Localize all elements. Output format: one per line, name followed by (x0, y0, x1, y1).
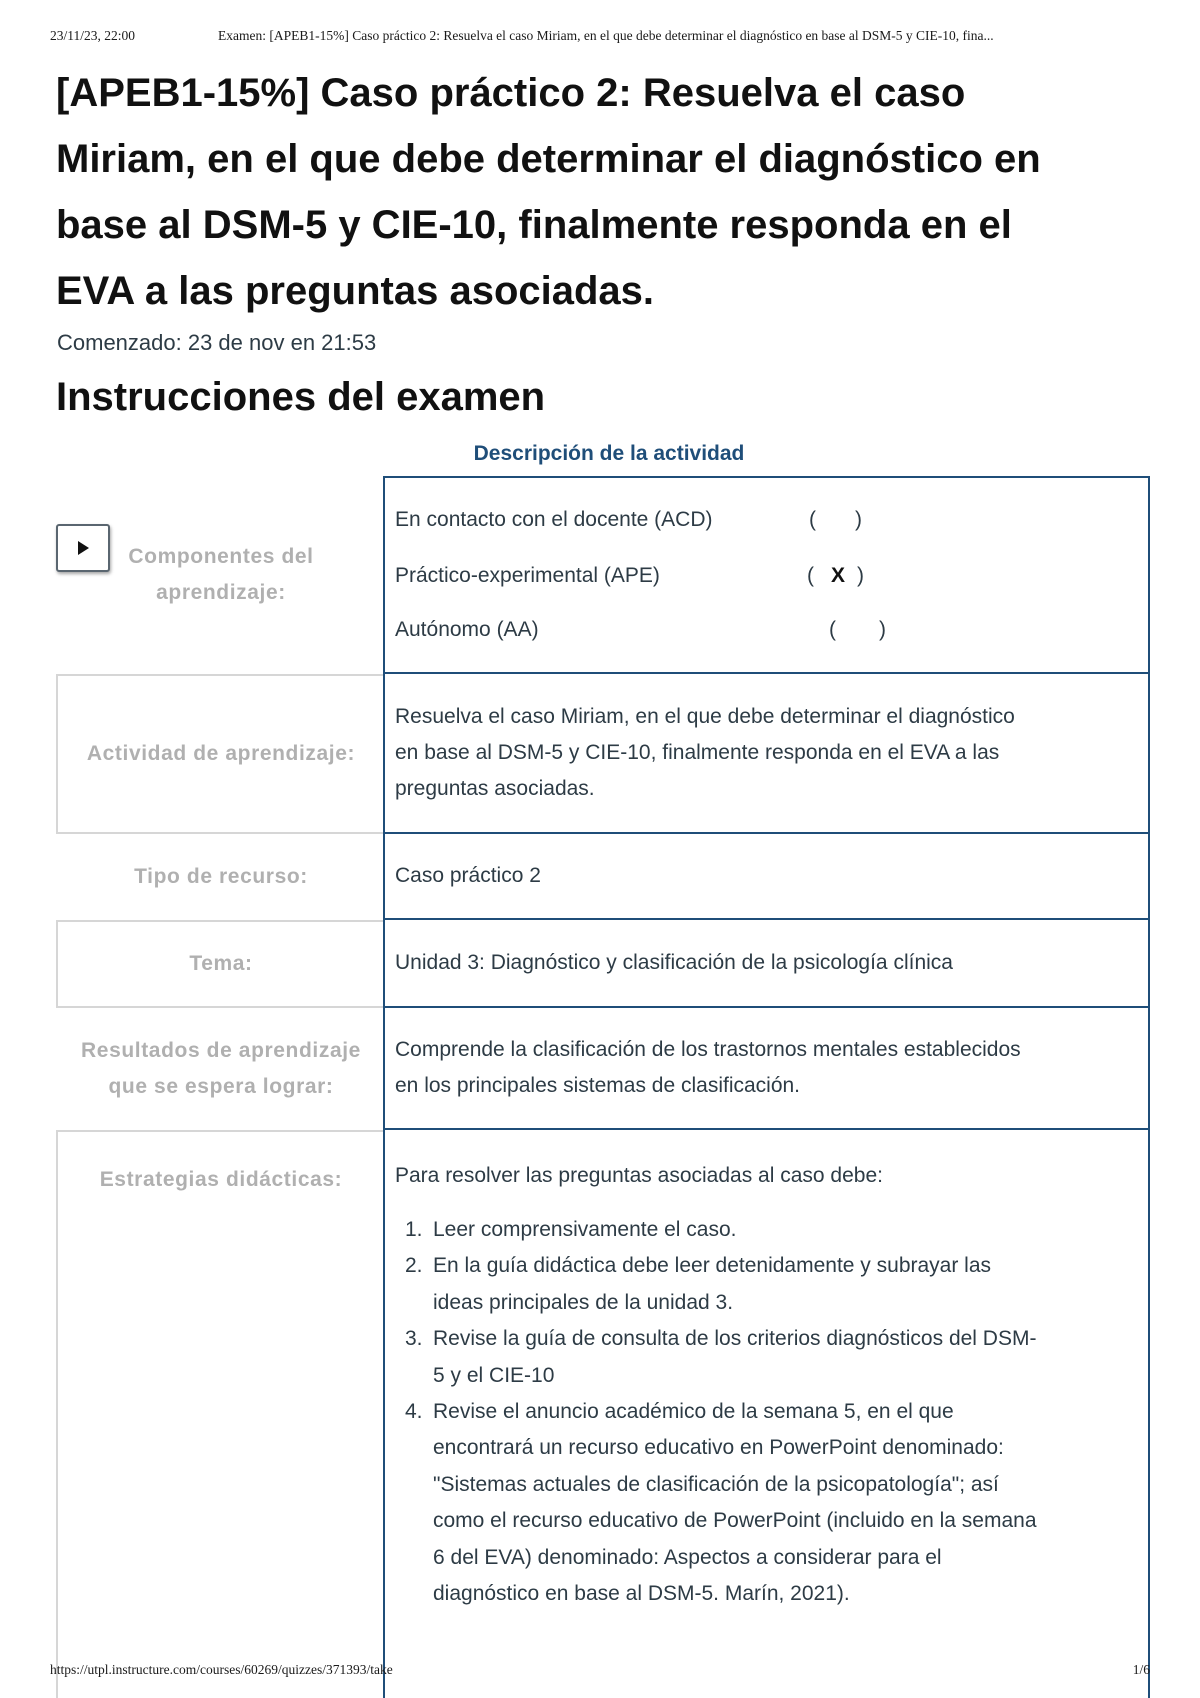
outcomes-label-line: Resultados de aprendizaje (81, 1039, 361, 1062)
print-page-title: Examen: [APEB1-15%] Caso práctico 2: Resuelva el caso Miriam, en el que debe determinar el diagnóstico en base al DSM-5 y CIE-10, fina... (218, 28, 994, 43)
component-mark-open: ( (829, 618, 836, 641)
activity-value-line: en base al DSM-5 y CIE-10, finalmente responda en el EVA a las (395, 741, 1000, 764)
list-item-line: Revise la guía de consulta de los criterios diagnósticos del DSM- (433, 1327, 1037, 1351)
activity-value (383, 674, 1150, 834)
activity-value-line: Resuelva el caso Miriam, en el que debe determinar el diagnóstico (395, 705, 1015, 728)
quiz-title-line: Miriam, en el que debe determinar el diagnóstico en (56, 137, 1041, 181)
table-row-activity (56, 674, 1150, 834)
outcomes-value-line: Comprende la clasificación de los trastornos mentales establecidos (395, 1038, 1021, 1061)
play-button[interactable] (56, 524, 110, 572)
outcomes-value (383, 1008, 1150, 1130)
list-item-line: En la guía didáctica debe leer detenidamente y subrayar las (433, 1254, 992, 1278)
list-item (395, 1212, 1140, 1248)
quiz-title-line: [APEB1-15%] Caso práctico 2: Resuelva el caso (56, 71, 966, 115)
topic-value: Unidad 3: Diagnóstico y clasificación de la psicología clínica (383, 920, 1150, 1008)
list-item-line: Leer comprensivamente el caso. (433, 1218, 737, 1241)
component-item-label: Práctico-experimental (APE) (395, 564, 660, 587)
strategies-label: Estrategias didácticas: (56, 1130, 384, 1698)
list-item (395, 1394, 1140, 1612)
table-row-strategies (56, 1130, 1150, 1698)
list-item-line: diagnóstico en base al DSM-5. Marín, 2021). (433, 1582, 850, 1606)
page-number: 1/6 (1132, 1662, 1150, 1677)
strategies-value (383, 1130, 1150, 1698)
list-item-number: 3. (405, 1327, 423, 1351)
resource-value: Caso práctico 2 (383, 834, 1150, 920)
list-item (395, 1321, 1140, 1394)
topic-label: Tema: (56, 920, 384, 1008)
activity-table-caption: Descripción de la actividad (473, 442, 745, 465)
component-item-label: Autónomo (AA) (395, 618, 539, 641)
list-item-line: 6 del EVA) denominado: Aspectos a considerar para el (433, 1545, 942, 1569)
page-url: https://utpl.instructure.com/courses/60269/quizzes/371393/take (50, 1662, 393, 1677)
component-mark: X (831, 564, 846, 587)
print-footer (50, 1662, 1150, 1682)
components-label (56, 476, 384, 674)
list-item-line: encontrará un recurso educativo en PowerPoint denominado: (433, 1436, 1004, 1460)
components-label-line: Componentes del (128, 545, 314, 568)
outcomes-value-line: en los principales sistemas de clasificación. (395, 1074, 801, 1097)
table-row-components (56, 476, 1150, 674)
strategies-list (395, 1212, 1140, 1612)
table-row-topic (56, 920, 1150, 1008)
quiz-title-line: EVA a las preguntas asociadas. (56, 269, 655, 313)
resource-label: Tipo de recurso: (134, 865, 308, 888)
list-item-line: 5 y el CIE-10 (433, 1363, 555, 1387)
quiz-title-line: base al DSM-5 y CIE-10, finalmente responda en el (56, 203, 1012, 247)
outcomes-label-line: que se espera lograr: (108, 1075, 334, 1098)
quiz-started-time: Comenzado: 23 de nov en 21:53 (57, 330, 377, 355)
list-item (395, 1248, 1140, 1321)
components-value (383, 476, 1150, 674)
quiz-title (56, 60, 1156, 324)
component-mark-open: ( (809, 508, 816, 531)
activity-value-line: preguntas asociadas. (395, 777, 595, 800)
activity-label: Actividad de aprendizaje: (56, 674, 384, 834)
print-datetime: 23/11/23, 22:00 (50, 28, 136, 43)
table-row-resource (56, 834, 1150, 920)
list-item-line: Revise el anuncio académico de la semana 5, en el que (433, 1400, 954, 1424)
component-mark-close: ) (879, 618, 886, 641)
list-item-number: 4. (405, 1400, 423, 1424)
component-item-label: En contacto con el docente (ACD) (395, 508, 713, 531)
list-item-line: como el recurso educativo de PowerPoint (incluido en la semana (433, 1509, 1037, 1533)
component-mark-close: ) (855, 508, 862, 531)
print-header (50, 28, 1150, 48)
instructions-heading: Instrucciones del examen (56, 375, 546, 419)
components-label-line: aprendizaje: (156, 581, 286, 604)
component-mark-close: ) (857, 564, 864, 587)
component-mark-open: ( (807, 564, 814, 587)
play-icon (75, 540, 91, 556)
list-item-number: 1. (405, 1218, 423, 1241)
list-item-line: "Sistemas actuales de clasificación de la psicopatología"; así (433, 1472, 999, 1496)
list-item-line: ideas principales de la unidad 3. (433, 1290, 734, 1314)
outcomes-label (56, 1008, 384, 1130)
table-row-outcomes (56, 1008, 1150, 1130)
list-item-number: 2. (405, 1254, 423, 1278)
strategies-intro: Para resolver las preguntas asociadas al caso debe: (395, 1164, 883, 1187)
